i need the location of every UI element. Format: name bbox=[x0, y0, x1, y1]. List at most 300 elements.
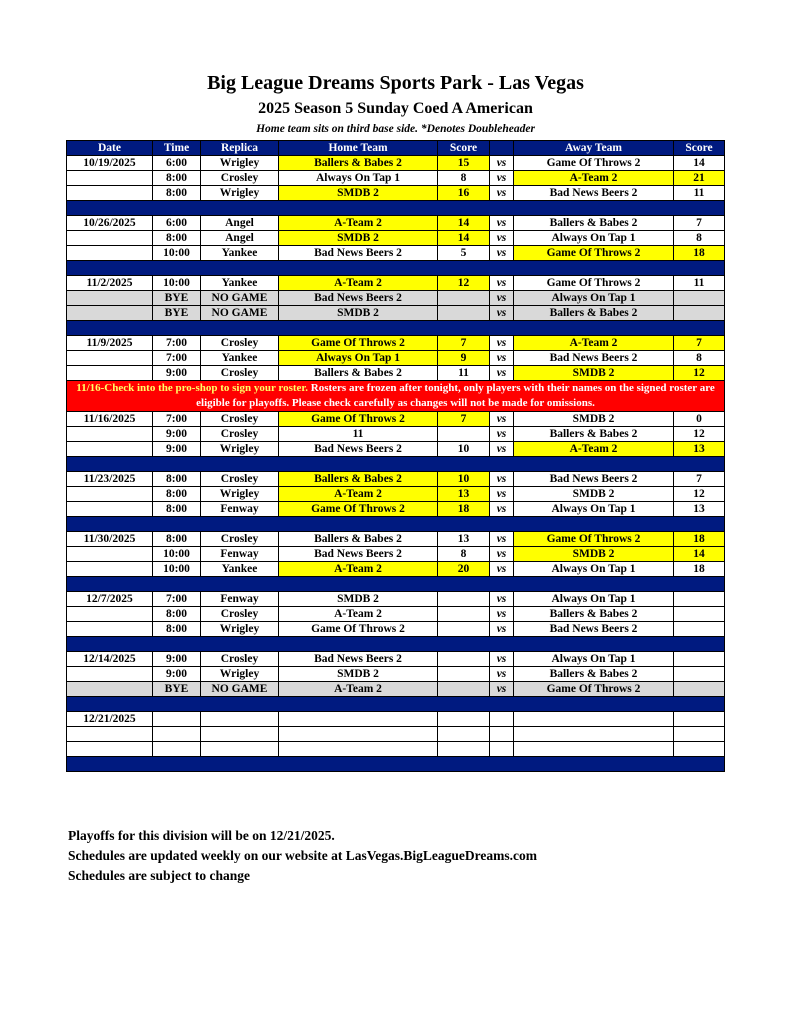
away-score-cell bbox=[674, 682, 725, 697]
vs-cell: vs bbox=[490, 652, 514, 667]
week-separator bbox=[67, 757, 725, 772]
time-cell: 10:00 bbox=[153, 562, 201, 577]
time-cell: BYE bbox=[153, 306, 201, 321]
separator-bar bbox=[67, 697, 725, 712]
home-score-cell: 7 bbox=[438, 412, 490, 427]
date-cell bbox=[67, 682, 153, 697]
col-header-date: Date bbox=[67, 141, 153, 156]
bye-row bbox=[67, 291, 725, 306]
time-cell: 7:00 bbox=[153, 351, 201, 366]
separator-bar bbox=[67, 261, 725, 276]
table-row bbox=[67, 667, 725, 682]
replica-cell: Wrigley bbox=[201, 622, 279, 637]
away-team-cell: A-Team 2 bbox=[514, 336, 674, 351]
date-cell bbox=[67, 727, 153, 742]
away-score-cell: 11 bbox=[674, 276, 725, 291]
table-row bbox=[67, 231, 725, 246]
date-cell bbox=[67, 366, 153, 381]
replica-cell: NO GAME bbox=[201, 291, 279, 306]
away-team-cell: SMDB 2 bbox=[514, 547, 674, 562]
away-team-cell: Always On Tap 1 bbox=[514, 291, 674, 306]
empty-cell bbox=[201, 742, 279, 757]
vs-cell: vs bbox=[490, 351, 514, 366]
table-row bbox=[67, 712, 725, 727]
time-cell: 8:00 bbox=[153, 171, 201, 186]
away-team-cell: Ballers & Babes 2 bbox=[514, 427, 674, 442]
replica-cell: Fenway bbox=[201, 592, 279, 607]
away-team-cell: Bad News Beers 2 bbox=[514, 622, 674, 637]
empty-cell bbox=[279, 712, 438, 727]
date-cell bbox=[67, 246, 153, 261]
table-row bbox=[67, 171, 725, 186]
replica-cell: NO GAME bbox=[201, 682, 279, 697]
away-score-cell bbox=[674, 291, 725, 306]
time-cell: 9:00 bbox=[153, 427, 201, 442]
week-separator bbox=[67, 697, 725, 712]
table-row bbox=[67, 412, 725, 427]
week-separator bbox=[67, 261, 725, 276]
home-score-cell: 7 bbox=[438, 336, 490, 351]
date-cell bbox=[67, 442, 153, 457]
away-score-cell: 18 bbox=[674, 532, 725, 547]
home-team-cell: SMDB 2 bbox=[279, 186, 438, 201]
col-header-replica: Replica bbox=[201, 141, 279, 156]
replica-cell: Wrigley bbox=[201, 667, 279, 682]
replica-cell: Crosley bbox=[201, 171, 279, 186]
away-score-cell: 18 bbox=[674, 246, 725, 261]
vs-cell: vs bbox=[490, 562, 514, 577]
away-team-cell: Ballers & Babes 2 bbox=[514, 306, 674, 321]
home-score-cell bbox=[438, 652, 490, 667]
empty-cell bbox=[674, 712, 725, 727]
home-team-cell: 11 bbox=[279, 427, 438, 442]
replica-cell: Crosley bbox=[201, 366, 279, 381]
table-row bbox=[67, 156, 725, 171]
home-score-cell: 8 bbox=[438, 547, 490, 562]
vs-cell: vs bbox=[490, 622, 514, 637]
vs-cell: vs bbox=[490, 412, 514, 427]
home-score-cell: 16 bbox=[438, 186, 490, 201]
date-cell bbox=[67, 607, 153, 622]
time-cell: 9:00 bbox=[153, 667, 201, 682]
home-team-cell: A-Team 2 bbox=[279, 276, 438, 291]
away-team-cell: Ballers & Babes 2 bbox=[514, 607, 674, 622]
home-score-cell: 9 bbox=[438, 351, 490, 366]
separator-bar bbox=[67, 577, 725, 592]
table-row bbox=[67, 742, 725, 757]
empty-cell bbox=[514, 712, 674, 727]
table-row bbox=[67, 652, 725, 667]
home-score-cell: 15 bbox=[438, 156, 490, 171]
empty-cell bbox=[438, 742, 490, 757]
date-cell: 11/23/2025 bbox=[67, 472, 153, 487]
time-cell: 6:00 bbox=[153, 156, 201, 171]
away-team-cell: SMDB 2 bbox=[514, 412, 674, 427]
replica-cell: Crosley bbox=[201, 607, 279, 622]
replica-cell: Fenway bbox=[201, 502, 279, 517]
table-row bbox=[67, 186, 725, 201]
away-team-cell: A-Team 2 bbox=[514, 171, 674, 186]
home-team-cell: Always On Tap 1 bbox=[279, 351, 438, 366]
time-cell: 7:00 bbox=[153, 592, 201, 607]
footer-disclaimer: Schedules are subject to change bbox=[68, 868, 250, 883]
replica-cell: Yankee bbox=[201, 276, 279, 291]
home-team-cell: SMDB 2 bbox=[279, 231, 438, 246]
away-team-cell: Game Of Throws 2 bbox=[514, 532, 674, 547]
home-team-cell: Ballers & Babes 2 bbox=[279, 366, 438, 381]
away-score-cell: 14 bbox=[674, 547, 725, 562]
time-cell: BYE bbox=[153, 291, 201, 306]
empty-cell bbox=[153, 727, 201, 742]
table-row bbox=[67, 246, 725, 261]
time-cell: 8:00 bbox=[153, 231, 201, 246]
empty-cell bbox=[279, 727, 438, 742]
away-score-cell: 11 bbox=[674, 186, 725, 201]
table-row bbox=[67, 276, 725, 291]
col-header-vs bbox=[490, 141, 514, 156]
empty-cell bbox=[279, 742, 438, 757]
vs-cell: vs bbox=[490, 246, 514, 261]
empty-cell bbox=[514, 742, 674, 757]
replica-cell: Wrigley bbox=[201, 487, 279, 502]
home-score-cell: 18 bbox=[438, 502, 490, 517]
table-row bbox=[67, 547, 725, 562]
away-score-cell bbox=[674, 592, 725, 607]
replica-cell: Yankee bbox=[201, 351, 279, 366]
away-team-cell: SMDB 2 bbox=[514, 366, 674, 381]
vs-cell: vs bbox=[490, 592, 514, 607]
time-cell: 9:00 bbox=[153, 442, 201, 457]
time-cell: 9:00 bbox=[153, 366, 201, 381]
away-team-cell: Ballers & Babes 2 bbox=[514, 667, 674, 682]
away-score-cell bbox=[674, 622, 725, 637]
replica-cell: Yankee bbox=[201, 246, 279, 261]
vs-cell: vs bbox=[490, 487, 514, 502]
home-team-cell: Bad News Beers 2 bbox=[279, 547, 438, 562]
home-team-cell: SMDB 2 bbox=[279, 592, 438, 607]
page-note: Home team sits on third base side. *Denotes Doubleheader bbox=[256, 123, 535, 135]
table-row bbox=[67, 622, 725, 637]
vs-cell: vs bbox=[490, 682, 514, 697]
away-team-cell: A-Team 2 bbox=[514, 442, 674, 457]
time-cell: 9:00 bbox=[153, 652, 201, 667]
away-score-cell bbox=[674, 667, 725, 682]
away-score-cell: 14 bbox=[674, 156, 725, 171]
replica-cell: Crosley bbox=[201, 412, 279, 427]
vs-cell: vs bbox=[490, 291, 514, 306]
away-score-cell: 8 bbox=[674, 231, 725, 246]
home-team-cell: A-Team 2 bbox=[279, 607, 438, 622]
away-score-cell: 12 bbox=[674, 427, 725, 442]
footer-playoffs: Playoffs for this division will be on 12/21/2025. bbox=[68, 828, 335, 843]
empty-cell bbox=[438, 712, 490, 727]
vs-cell: vs bbox=[490, 171, 514, 186]
home-team-cell: Ballers & Babes 2 bbox=[279, 472, 438, 487]
away-score-cell: 8 bbox=[674, 351, 725, 366]
empty-cell bbox=[490, 712, 514, 727]
away-score-cell: 0 bbox=[674, 412, 725, 427]
empty-cell bbox=[514, 727, 674, 742]
vs-cell: vs bbox=[490, 532, 514, 547]
home-team-cell: Bad News Beers 2 bbox=[279, 652, 438, 667]
date-cell bbox=[67, 562, 153, 577]
replica-cell: Wrigley bbox=[201, 156, 279, 171]
replica-cell: Crosley bbox=[201, 472, 279, 487]
table-row bbox=[67, 532, 725, 547]
empty-cell bbox=[674, 742, 725, 757]
time-cell: 8:00 bbox=[153, 487, 201, 502]
bye-row bbox=[67, 682, 725, 697]
date-cell: 11/16/2025 bbox=[67, 412, 153, 427]
time-cell: 6:00 bbox=[153, 216, 201, 231]
home-team-cell: A-Team 2 bbox=[279, 562, 438, 577]
away-team-cell: Bad News Beers 2 bbox=[514, 472, 674, 487]
away-team-cell: Always On Tap 1 bbox=[514, 502, 674, 517]
date-cell: 11/2/2025 bbox=[67, 276, 153, 291]
away-score-cell: 21 bbox=[674, 171, 725, 186]
week-separator bbox=[67, 637, 725, 652]
date-cell: 12/7/2025 bbox=[67, 592, 153, 607]
time-cell: 10:00 bbox=[153, 246, 201, 261]
table-row bbox=[67, 562, 725, 577]
week-separator bbox=[67, 201, 725, 216]
away-score-cell: 13 bbox=[674, 442, 725, 457]
vs-cell: vs bbox=[490, 502, 514, 517]
away-team-cell: Game Of Throws 2 bbox=[514, 156, 674, 171]
table-row bbox=[67, 336, 725, 351]
date-cell bbox=[67, 742, 153, 757]
away-score-cell: 12 bbox=[674, 366, 725, 381]
vs-cell: vs bbox=[490, 306, 514, 321]
vs-cell: vs bbox=[490, 216, 514, 231]
home-score-cell bbox=[438, 607, 490, 622]
schedule-body bbox=[67, 156, 725, 772]
vs-cell: vs bbox=[490, 366, 514, 381]
date-cell bbox=[67, 622, 153, 637]
home-team-cell: Bad News Beers 2 bbox=[279, 291, 438, 306]
home-score-cell bbox=[438, 592, 490, 607]
away-score-cell bbox=[674, 306, 725, 321]
time-cell: 8:00 bbox=[153, 472, 201, 487]
replica-cell: Wrigley bbox=[201, 442, 279, 457]
away-score-cell: 18 bbox=[674, 562, 725, 577]
col-header-away-score: Score bbox=[674, 141, 725, 156]
separator-bar bbox=[67, 321, 725, 336]
date-cell bbox=[67, 502, 153, 517]
table-row bbox=[67, 727, 725, 742]
home-team-cell: A-Team 2 bbox=[279, 682, 438, 697]
vs-cell: vs bbox=[490, 547, 514, 562]
col-header-home-team: Home Team bbox=[279, 141, 438, 156]
date-cell: 12/14/2025 bbox=[67, 652, 153, 667]
table-row bbox=[67, 487, 725, 502]
empty-cell bbox=[201, 727, 279, 742]
page-subtitle: 2025 Season 5 Sunday Coed A American bbox=[258, 100, 533, 117]
away-score-cell: 12 bbox=[674, 487, 725, 502]
vs-cell: vs bbox=[490, 607, 514, 622]
away-team-cell: Game Of Throws 2 bbox=[514, 682, 674, 697]
replica-cell: NO GAME bbox=[201, 306, 279, 321]
date-cell bbox=[67, 547, 153, 562]
away-team-cell: Always On Tap 1 bbox=[514, 562, 674, 577]
footer-website: Schedules are updated weekly on our website at LasVegas.BigLeagueDreams.com bbox=[68, 848, 538, 863]
empty-cell bbox=[153, 712, 201, 727]
vs-cell: vs bbox=[490, 276, 514, 291]
home-score-cell: 11 bbox=[438, 366, 490, 381]
away-team-cell: Always On Tap 1 bbox=[514, 231, 674, 246]
home-score-cell bbox=[438, 622, 490, 637]
time-cell: 10:00 bbox=[153, 547, 201, 562]
time-cell: BYE bbox=[153, 682, 201, 697]
col-header-home-score: Score bbox=[438, 141, 490, 156]
home-score-cell bbox=[438, 427, 490, 442]
table-row bbox=[67, 607, 725, 622]
away-team-cell: Always On Tap 1 bbox=[514, 652, 674, 667]
home-score-cell bbox=[438, 682, 490, 697]
replica-cell: Crosley bbox=[201, 336, 279, 351]
roster-notice-text: Rosters are frozen after tonight, only players with their names on the signed roster are eligible for playoffs. Please check carefully as changes will not be made for omissions. bbox=[196, 382, 715, 409]
home-team-cell: Ballers & Babes 2 bbox=[279, 532, 438, 547]
home-team-cell: SMDB 2 bbox=[279, 306, 438, 321]
bye-row bbox=[67, 306, 725, 321]
separator-bar bbox=[67, 517, 725, 532]
home-team-cell: Game Of Throws 2 bbox=[279, 336, 438, 351]
away-team-cell: Bad News Beers 2 bbox=[514, 351, 674, 366]
home-team-cell: Bad News Beers 2 bbox=[279, 442, 438, 457]
home-score-cell: 14 bbox=[438, 231, 490, 246]
table-row bbox=[67, 427, 725, 442]
away-score-cell: 7 bbox=[674, 216, 725, 231]
date-cell bbox=[67, 306, 153, 321]
home-team-cell: Game Of Throws 2 bbox=[279, 622, 438, 637]
vs-cell: vs bbox=[490, 667, 514, 682]
replica-cell: Angel bbox=[201, 231, 279, 246]
table-header-row bbox=[67, 141, 725, 156]
empty-cell bbox=[153, 742, 201, 757]
away-team-cell: Ballers & Babes 2 bbox=[514, 216, 674, 231]
home-team-cell: Bad News Beers 2 bbox=[279, 246, 438, 261]
home-score-cell: 10 bbox=[438, 442, 490, 457]
table-row bbox=[67, 442, 725, 457]
week-separator bbox=[67, 517, 725, 532]
time-cell: 8:00 bbox=[153, 186, 201, 201]
home-team-cell: Ballers & Babes 2 bbox=[279, 156, 438, 171]
home-score-cell: 8 bbox=[438, 171, 490, 186]
home-score-cell: 10 bbox=[438, 472, 490, 487]
home-score-cell: 13 bbox=[438, 532, 490, 547]
away-score-cell bbox=[674, 607, 725, 622]
home-team-cell: A-Team 2 bbox=[279, 216, 438, 231]
home-team-cell: Game Of Throws 2 bbox=[279, 502, 438, 517]
away-team-cell: Always On Tap 1 bbox=[514, 592, 674, 607]
time-cell: 8:00 bbox=[153, 622, 201, 637]
away-team-cell: Game Of Throws 2 bbox=[514, 276, 674, 291]
table-row bbox=[67, 351, 725, 366]
replica-cell: Wrigley bbox=[201, 186, 279, 201]
away-team-cell: SMDB 2 bbox=[514, 487, 674, 502]
vs-cell: vs bbox=[490, 156, 514, 171]
date-cell: 11/30/2025 bbox=[67, 532, 153, 547]
home-team-cell: A-Team 2 bbox=[279, 487, 438, 502]
away-score-cell: 7 bbox=[674, 336, 725, 351]
time-cell: 7:00 bbox=[153, 336, 201, 351]
separator-bar bbox=[67, 757, 725, 772]
date-cell bbox=[67, 487, 153, 502]
home-team-cell: SMDB 2 bbox=[279, 667, 438, 682]
away-team-cell: Bad News Beers 2 bbox=[514, 186, 674, 201]
vs-cell: vs bbox=[490, 442, 514, 457]
date-cell: 10/19/2025 bbox=[67, 156, 153, 171]
replica-cell: Crosley bbox=[201, 652, 279, 667]
home-score-cell bbox=[438, 306, 490, 321]
home-score-cell: 12 bbox=[438, 276, 490, 291]
date-cell: 11/9/2025 bbox=[67, 336, 153, 351]
date-cell bbox=[67, 186, 153, 201]
table-row bbox=[67, 216, 725, 231]
home-score-cell: 20 bbox=[438, 562, 490, 577]
roster-notice bbox=[67, 381, 725, 412]
week-separator bbox=[67, 457, 725, 472]
table-row bbox=[67, 592, 725, 607]
time-cell: 7:00 bbox=[153, 412, 201, 427]
table-row bbox=[67, 472, 725, 487]
time-cell: 8:00 bbox=[153, 607, 201, 622]
separator-bar bbox=[67, 637, 725, 652]
away-team-cell: Game Of Throws 2 bbox=[514, 246, 674, 261]
empty-cell bbox=[438, 727, 490, 742]
replica-cell: Fenway bbox=[201, 547, 279, 562]
away-score-cell: 7 bbox=[674, 472, 725, 487]
replica-cell: Crosley bbox=[201, 532, 279, 547]
date-cell bbox=[67, 231, 153, 246]
home-score-cell bbox=[438, 291, 490, 306]
date-cell bbox=[67, 291, 153, 306]
page-title: Big League Dreams Sports Park - Las Vegas bbox=[207, 72, 584, 94]
date-cell bbox=[67, 667, 153, 682]
time-cell: 8:00 bbox=[153, 502, 201, 517]
date-cell bbox=[67, 427, 153, 442]
col-header-away-team: Away Team bbox=[514, 141, 674, 156]
empty-cell bbox=[674, 727, 725, 742]
vs-cell: vs bbox=[490, 472, 514, 487]
away-score-cell bbox=[674, 652, 725, 667]
vs-cell: vs bbox=[490, 231, 514, 246]
home-score-cell: 5 bbox=[438, 246, 490, 261]
home-team-cell: Game Of Throws 2 bbox=[279, 412, 438, 427]
home-score-cell bbox=[438, 667, 490, 682]
home-team-cell: Always On Tap 1 bbox=[279, 171, 438, 186]
schedule-table bbox=[66, 140, 725, 772]
replica-cell: Angel bbox=[201, 216, 279, 231]
separator-bar bbox=[67, 457, 725, 472]
time-cell: 10:00 bbox=[153, 276, 201, 291]
vs-cell: vs bbox=[490, 186, 514, 201]
empty-cell bbox=[201, 712, 279, 727]
week-separator bbox=[67, 577, 725, 592]
vs-cell: vs bbox=[490, 427, 514, 442]
roster-notice-row bbox=[67, 381, 725, 412]
col-header-time: Time bbox=[153, 141, 201, 156]
date-cell: 10/26/2025 bbox=[67, 216, 153, 231]
home-score-cell: 13 bbox=[438, 487, 490, 502]
replica-cell: Yankee bbox=[201, 562, 279, 577]
time-cell: 8:00 bbox=[153, 532, 201, 547]
roster-notice-highlight: 11/16-Check into the pro-shop to sign your roster. bbox=[76, 382, 309, 394]
date-cell bbox=[67, 171, 153, 186]
home-score-cell: 14 bbox=[438, 216, 490, 231]
separator-bar bbox=[67, 201, 725, 216]
week-separator bbox=[67, 321, 725, 336]
